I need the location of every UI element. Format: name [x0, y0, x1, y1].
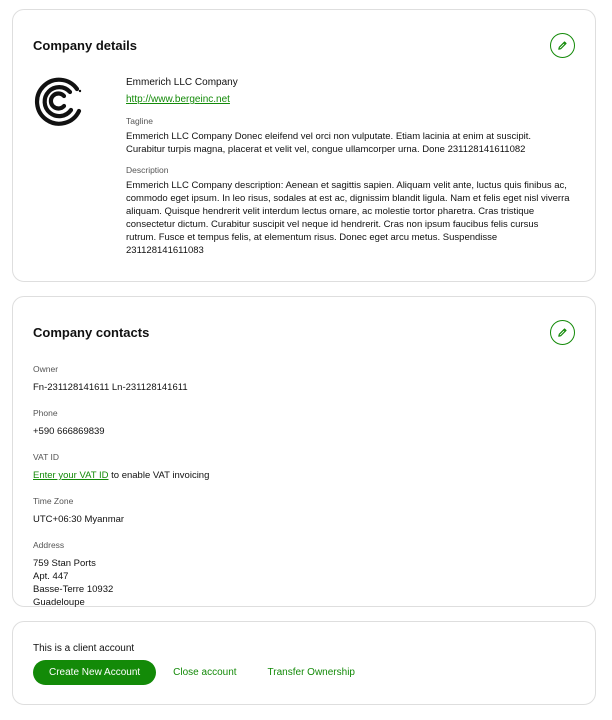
description-label: Description	[126, 165, 169, 175]
owner-label: Owner	[33, 364, 59, 374]
vat-field	[33, 451, 573, 482]
phone-label: Phone	[33, 408, 58, 418]
timezone-field	[33, 495, 573, 526]
vat-suffix-text: to enable VAT invoicing	[108, 470, 210, 481]
phone-value: +590 666869839	[33, 426, 105, 437]
account-actions-card	[12, 621, 596, 705]
address-label: Address	[33, 540, 65, 550]
phone-field	[33, 407, 573, 438]
address-line: Apt. 447	[33, 571, 69, 582]
company-details-card	[12, 9, 596, 282]
company-logo	[33, 75, 85, 127]
vat-value	[33, 469, 573, 482]
tagline-text: Emmerich LLC Company Donec eleifend vel orci non vulputate. Etiam lacinia at enim at suscipit. Curabitur turpis magna, placerat et velit vel, congue ullamcorper urna. Done 231128141611082	[126, 131, 531, 155]
company-name: Emmerich LLC Company	[126, 77, 238, 88]
address-line: Guadeloupe	[33, 597, 85, 608]
company-contacts-card	[12, 296, 596, 607]
pencil-icon	[557, 327, 568, 338]
create-new-account-button[interactable]: Create New Account	[33, 660, 156, 685]
edit-company-details-button[interactable]	[550, 33, 575, 58]
address-line: Basse-Terre 10932	[33, 584, 114, 595]
company-contacts-title: Company contacts	[33, 325, 150, 340]
client-account-note: This is a client account	[33, 643, 135, 654]
description-text: Emmerich LLC Company description: Aenean et sagittis sapien. Aliquam velit ante, luctus quis finibus ac, commodo eget ipsum. In leo risus, sodales at est ac, dignissim blandit ligula. Nam et felis eget nisl viverra aliquam. Quisque hendrerit velit interdum lectus ornare, ac molestie tortor pharetra. Cras tristique consectetur dictum. Curabitur suscipit vel neque id hendrerit. Cras non ipsum faucibus felis cursus rutrum. Fusce et tempus felis, at elementum risus. Donec eget arcu metus. Suspendisse 231128141611083	[126, 180, 570, 256]
edit-company-contacts-button[interactable]	[550, 320, 575, 345]
transfer-ownership-button[interactable]: Transfer Ownership	[268, 667, 369, 678]
timezone-value: UTC+06:30 Myanmar	[33, 514, 125, 525]
account-actions	[33, 660, 369, 685]
timezone-label: Time Zone	[33, 496, 74, 506]
vat-label: VAT ID	[33, 452, 59, 462]
address-field	[33, 539, 573, 609]
tagline-label: Tagline	[126, 116, 153, 126]
company-website-link[interactable]: http://www.bergeinc.net	[126, 94, 230, 105]
pencil-icon	[557, 40, 568, 51]
owner-field	[33, 363, 573, 394]
close-account-button[interactable]: Close account	[173, 667, 250, 678]
address-line: 759 Stan Ports	[33, 558, 96, 569]
company-details-title: Company details	[33, 38, 138, 53]
owner-value: Fn-231128141611 Ln-231128141611	[33, 382, 188, 393]
enter-vat-id-link[interactable]: Enter your VAT ID	[33, 470, 109, 481]
address-value	[33, 557, 573, 609]
